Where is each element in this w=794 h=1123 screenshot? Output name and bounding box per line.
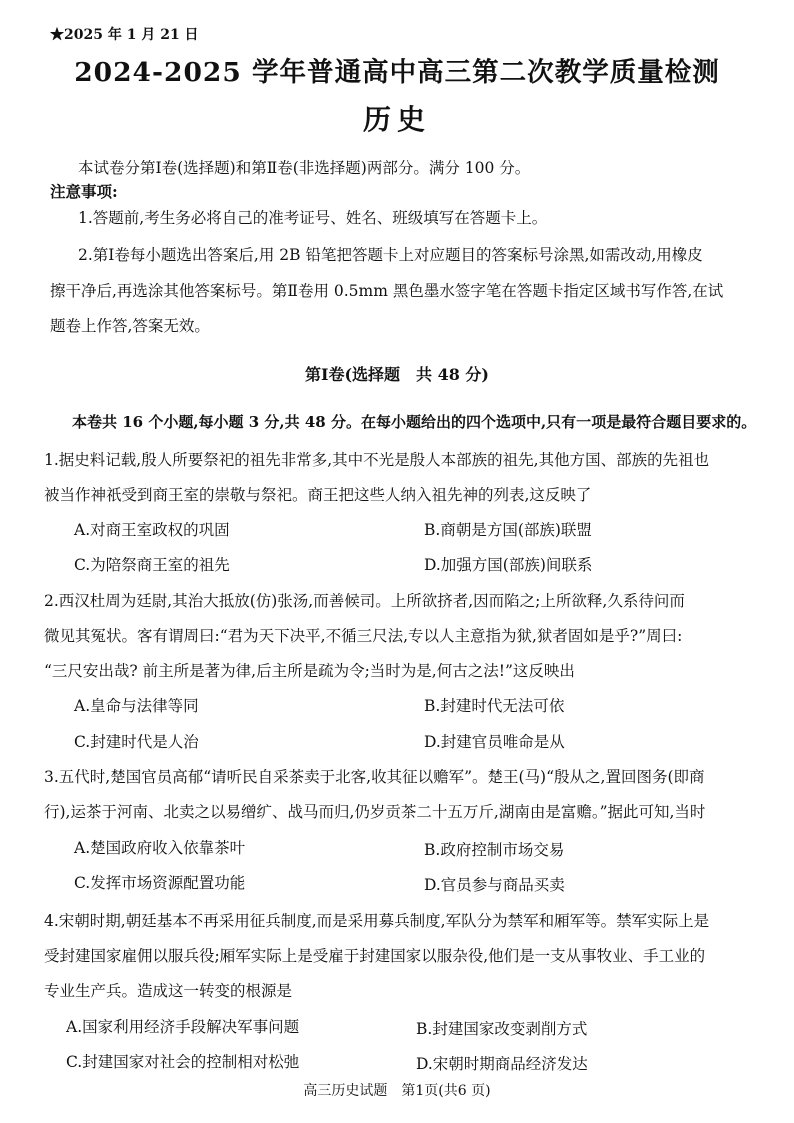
question-2-line-1: 2.西汉杜周为廷尉,其治大抵放(仿)张汤,而善候司。上所欲挤者,因而陷之;上所欲释,久系待问而 [44, 592, 685, 610]
question-4-option-c: C.封建国家对社会的控制相对松弛 [66, 1053, 300, 1071]
section-title: 第Ⅰ卷(选择题 共 48 分) [304, 365, 490, 384]
question-1-option-a: A.对商王室政权的巩固 [74, 521, 230, 539]
question-2-option-a: A.皇命与法律等同 [74, 697, 199, 715]
question-2-option-b: B.封建时代无法可依 [424, 697, 565, 715]
question-1-option-d: D.加强方国(部族)间联系 [424, 556, 593, 574]
paper-description: 本试卷分第Ⅰ卷(选择题)和第Ⅱ卷(非选择题)两部分。满分 100 分。 [78, 159, 531, 177]
notice-item-1: 1.答题前,考生务必将自己的准考证号、姓名、班级填写在答题卡上。 [78, 209, 548, 227]
question-3-option-a: A.楚国政府收入依靠茶叶 [74, 839, 246, 857]
exam-subject: 历史 [362, 103, 431, 136]
page-footer: 高三历史试题 第1页(共6 页) [303, 1083, 491, 1099]
question-1-line-1: 1.据史料记载,殷人所要祭祀的祖先非常多,其中不光是殷人本部族的祖先,其他方国、部族的先祖也 [44, 451, 710, 469]
question-4-option-b: B.封建国家改变剥削方式 [416, 1020, 588, 1038]
question-1-option-b: B.商朝是方国(部族)联盟 [424, 521, 592, 539]
exam-date: ★2025 年 1 月 21 日 [50, 27, 199, 43]
question-4-line-1: 4.宋朝时期,朝廷基本不再采用征兵制度,而是采用募兵制度,军队分为禁军和厢军等。禁军实际上是 [44, 912, 710, 930]
question-3-option-b: B.政府控制市场交易 [424, 841, 565, 859]
notice-item-2-line-2: 擦干净后,再选涂其他答案标号。第Ⅱ卷用 0.5mm 黑色墨水签字笔在答题卡指定区域书写作答,在试 [50, 282, 724, 300]
question-1-option-c: C.为陪祭商王室的祖先 [74, 556, 230, 574]
question-1-line-2: 被当作神祇受到商王室的崇敬与祭祀。商王把这些人纳入祖先神的列表,这反映了 [44, 486, 592, 504]
question-2-line-2: 微见其冤状。客有谓周曰:“君为天下决平,不循三尺法,专以人主意指为狱,狱者固如是乎?”周曰: [44, 627, 683, 645]
notice-item-2-line-3: 题卷上作答,答案无效。 [50, 317, 210, 335]
section-instruction: 本卷共 16 个小题,每小题 3 分,共 48 分。在每小题给出的四个选项中,只有一项是最符合题目要求的。 [72, 413, 757, 431]
question-4-option-d: D.宋朝时期商品经济发达 [416, 1055, 588, 1073]
question-4-option-a: A.国家利用经济手段解决军事问题 [66, 1018, 300, 1036]
notice-label: 注意事项: [50, 182, 118, 201]
question-3-line-1: 3.五代时,楚国官员高郁“请听民自采茶卖于北客,收其征以赡军”。楚王(马)“殷从之,置回图务(即商 [44, 768, 705, 786]
question-2-option-d: D.封建官员唯命是从 [424, 733, 565, 751]
question-3-line-2: 行),运茶于河南、北卖之以易缯纩、战马而归,仍岁贡茶二十五万斤,湖南由是富赡。”据此可知,当时 [44, 803, 706, 821]
question-4-line-3: 专业生产兵。造成这一转变的根源是 [44, 982, 293, 1000]
exam-title: 2024-2025 学年普通高中高三第二次教学质量检测 [74, 57, 720, 88]
question-4-line-2: 受封建国家雇佣以服兵役;厢军实际上是受雇于封建国家以服杂役,他们是一支从事牧业、手工业的 [44, 947, 706, 965]
question-2-option-c: C.封建时代是人治 [74, 733, 199, 751]
notice-item-2-line-1: 2.第Ⅰ卷每小题选出答案后,用 2B 铅笔把答题卡上对应题目的答案标号涂黑,如需改动,用橡皮 [78, 246, 703, 264]
question-3-option-d: D.官员参与商品买卖 [424, 876, 565, 894]
question-3-option-c: C.发挥市场资源配置功能 [74, 874, 246, 892]
question-2-line-3: “三尺安出哉? 前主所是著为律,后主所是疏为令;当时为是,何古之法!”这反映出 [44, 662, 575, 680]
